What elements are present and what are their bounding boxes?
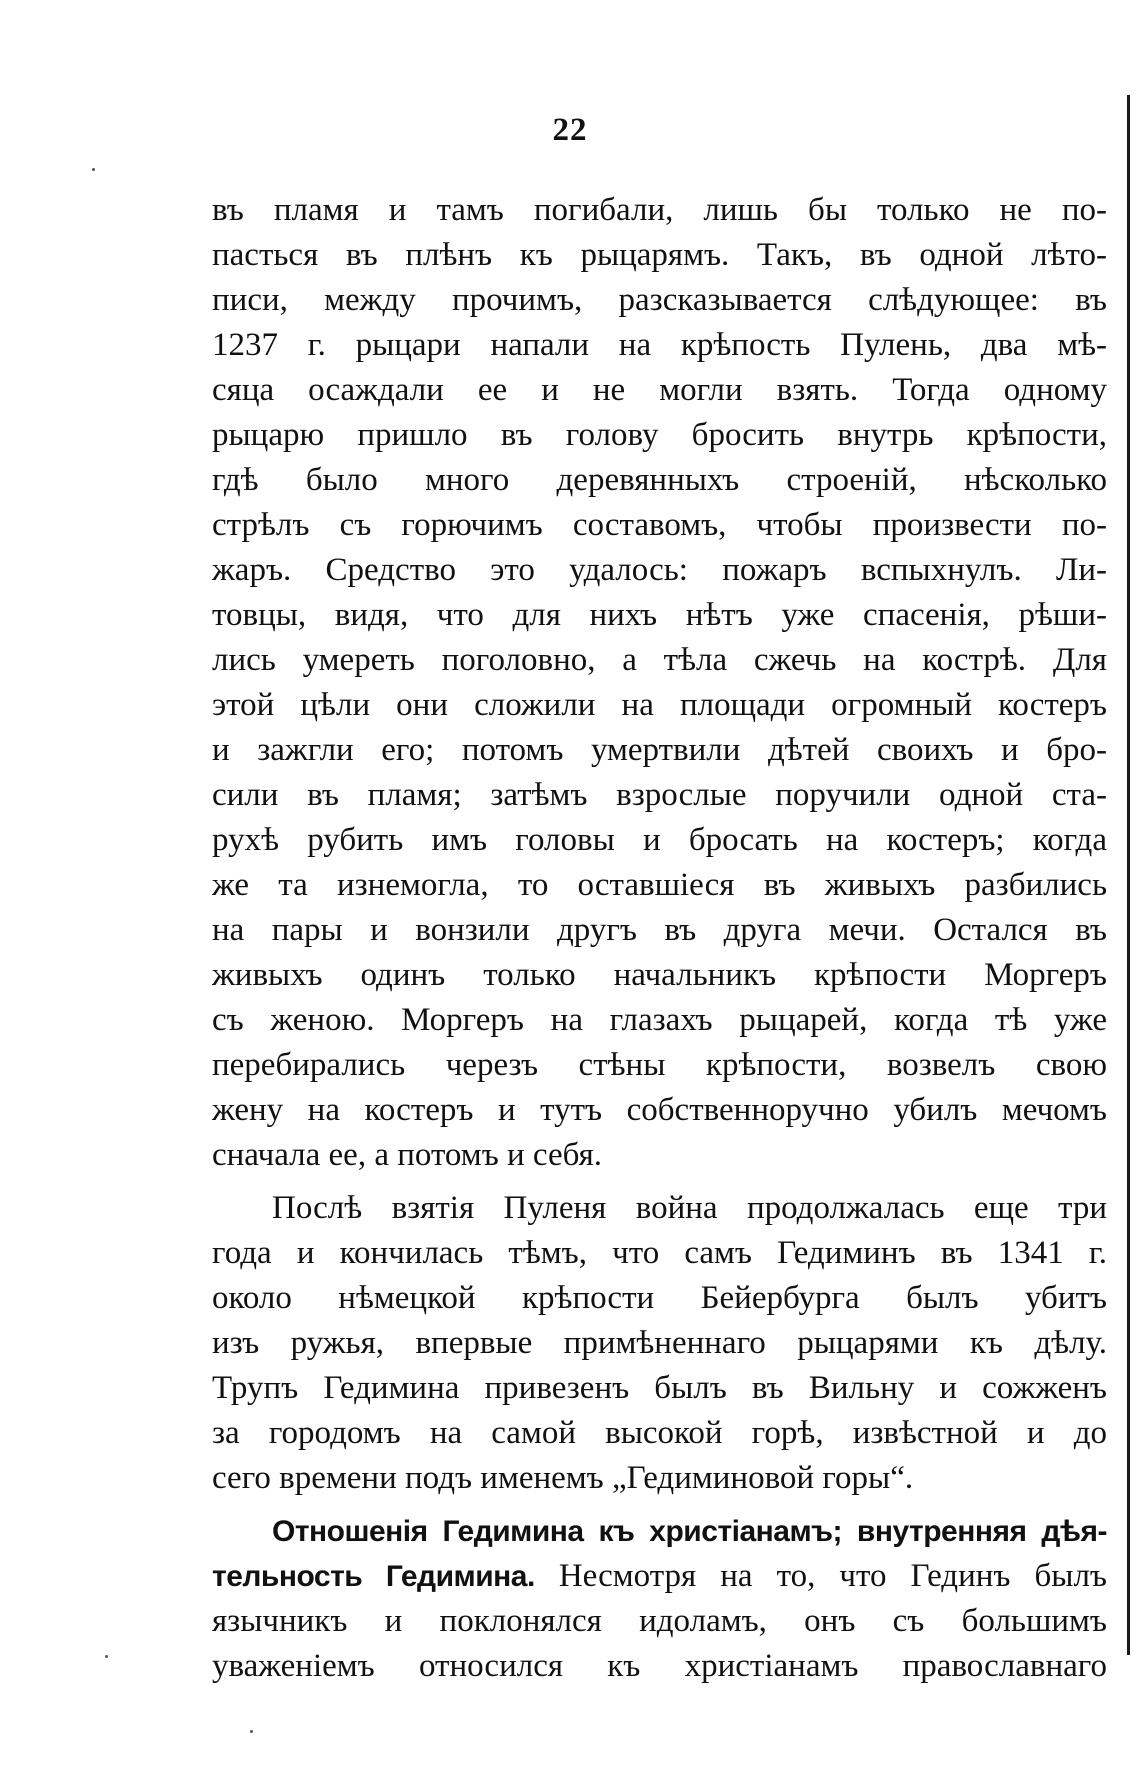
paragraph-2 (212, 1186, 1107, 1501)
text-line: и зажгли его; потомъ умертвили дѣтей своихъ и бро- (212, 732, 1107, 768)
text-line: Послѣ взятія Пуленя война продолжалась еще три (272, 1190, 1107, 1226)
text-line (212, 1554, 1107, 1599)
section-subhead: тельность Гедимина. (212, 1560, 535, 1593)
text-line: рухѣ рубить имъ головы и бросать на костеръ; когда (212, 822, 1107, 858)
text-line: года и кончилась тѣмъ, что самъ Гедиминъ въ 1341 г. (212, 1235, 1107, 1271)
text-line: сначала ее, а потомъ и себя. (212, 1137, 603, 1173)
text-line: 1237 г. рыцари напали на крѣпость Пулень, два мѣ- (212, 327, 1107, 363)
section-subhead: Отношенія Гедимина къ христіанамъ; внутренняя дѣя- (272, 1515, 1107, 1548)
text-line: съ женою. Моргеръ на глазахъ рыцарей, когда тѣ уже (212, 1002, 1107, 1038)
text-line: сего времени подъ именемъ „Гедиминовой горы“. (212, 1460, 914, 1496)
paragraph-1 (212, 188, 1107, 1178)
paper-speck (250, 1730, 253, 1733)
paper-speck (92, 168, 95, 171)
text-line: около нѣмецкой крѣпости Бейербурга былъ убитъ (212, 1280, 1107, 1316)
text-line: сили въ пламя; затѣмъ взрослые поручили одной ста- (212, 777, 1107, 813)
text-line: живыхъ одинъ только начальникъ крѣпости Моргеръ (212, 957, 1107, 993)
text-line: уваженіемъ относился къ христіанамъ православнаго (212, 1648, 1107, 1684)
text-line: пасться въ плѣнъ къ рыцарямъ. Такъ, въ одной лѣто- (212, 237, 1107, 273)
page-number: 22 (552, 112, 588, 148)
text-line (212, 1509, 1107, 1554)
text-line: лись умереть поголовно, а тѣла сжечь на кострѣ. Для (212, 642, 1107, 678)
text-line: гдѣ было много деревянныхъ строеній, нѣсколько (212, 462, 1107, 498)
text-line: перебирались черезъ стѣны крѣпости, возвелъ свою (212, 1047, 1107, 1083)
text-line: товцы, видя, что для нихъ нѣтъ уже спасенія, рѣши- (212, 597, 1107, 633)
page-body (212, 188, 1107, 1689)
paragraph-3 (212, 1509, 1107, 1689)
text-line: язычникъ и поклонялся идоламъ, онъ съ большимъ (212, 1603, 1107, 1639)
text-line: же та изнемогла, то оставшіеся въ живыхъ разбились (212, 867, 1107, 903)
text-line: изъ ружья, впервые примѣненнаго рыцарями къ дѣлу. (212, 1325, 1107, 1361)
text-line: этой цѣли они сложили на площади огромный костеръ (212, 687, 1107, 723)
text-run: Несмотря на то, что Гединъ былъ (534, 1558, 1107, 1594)
text-line: жаръ. Средство это удалось: пожаръ вспыхнулъ. Ли- (212, 552, 1107, 588)
paper-speck (105, 1655, 108, 1658)
text-line: на пары и вонзили другъ въ друга мечи. Остался въ (212, 912, 1107, 948)
text-line: писи, между прочимъ, разсказывается слѣдующее: въ (212, 282, 1107, 318)
text-line: за городомъ на самой высокой горѣ, извѣстной и до (212, 1415, 1107, 1451)
page-edge-rule (1127, 95, 1130, 1655)
text-line: Трупъ Гедимина привезенъ былъ въ Вильну и сожженъ (212, 1370, 1107, 1406)
text-line: рыцарю пришло въ голову бросить внутрь крѣпости, (212, 417, 1107, 453)
text-line: въ пламя и тамъ погибали, лишь бы только не по- (212, 192, 1107, 228)
text-line: стрѣлъ съ горючимъ составомъ, чтобы произвести по- (212, 507, 1107, 543)
text-line: сяца осаждали ее и не могли взять. Тогда одному (212, 372, 1107, 408)
text-line: жену на костеръ и тутъ собственноручно убилъ мечомъ (212, 1092, 1107, 1128)
